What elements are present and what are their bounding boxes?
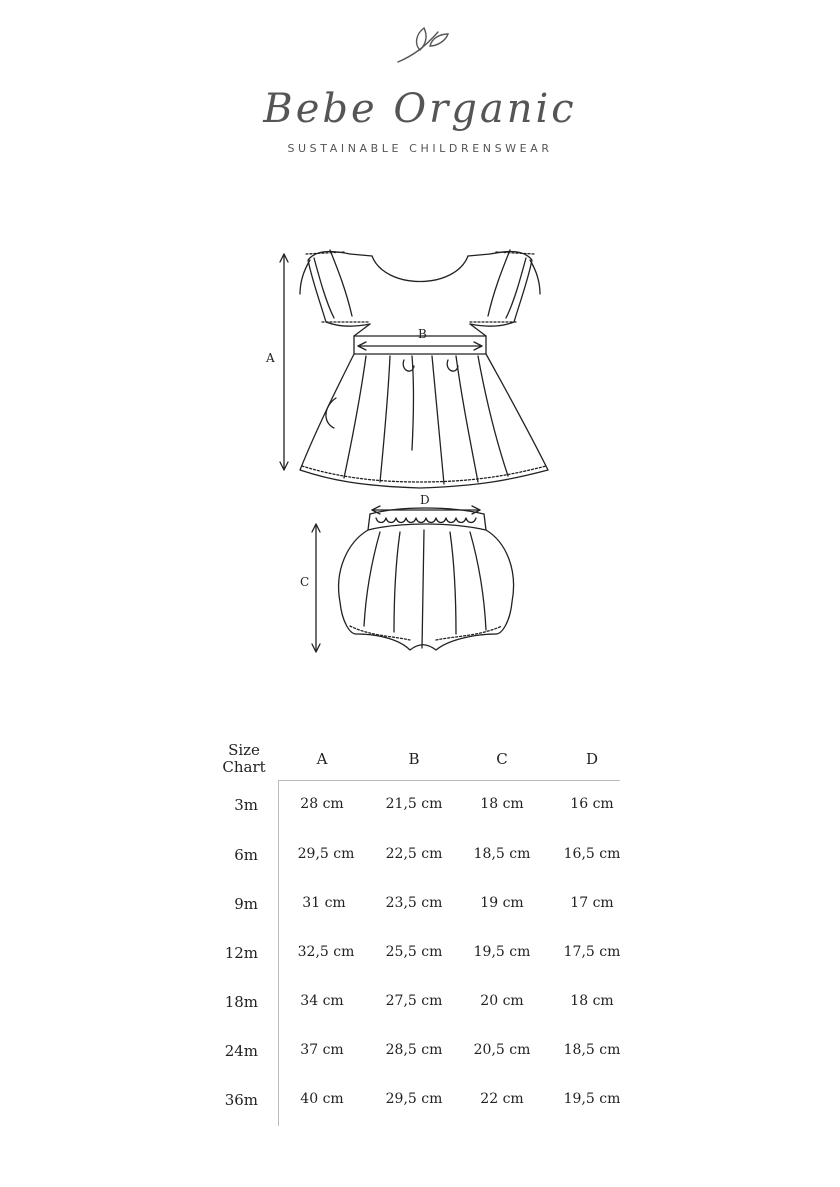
- table-cell: 18 cm: [570, 993, 614, 1009]
- table-cell: 19 cm: [480, 895, 524, 911]
- column-header-a: A: [316, 750, 328, 768]
- table-row: [0, 1091, 840, 1115]
- table-cell: 37 cm: [300, 1042, 344, 1058]
- table-cell: 17 cm: [570, 895, 614, 911]
- table-cell: 40 cm: [300, 1091, 344, 1107]
- size-chart-table: [0, 730, 840, 1150]
- column-header-d: D: [585, 750, 599, 768]
- column-header-b: B: [408, 750, 420, 768]
- table-cell: 16,5 cm: [563, 846, 621, 862]
- size-chart-title: [216, 742, 272, 776]
- table-cell: 17,5 cm: [563, 944, 621, 960]
- table-row: [0, 944, 840, 968]
- garment-diagram: [0, 230, 840, 670]
- table-cell: 28,5 cm: [385, 1042, 443, 1058]
- table-row: [0, 796, 840, 820]
- table-cell: 23,5 cm: [385, 895, 443, 911]
- column-header-c: C: [496, 750, 508, 768]
- header-divider: [278, 780, 620, 781]
- table-cell: 19,5 cm: [563, 1091, 621, 1107]
- dimension-label-c: C: [300, 575, 310, 589]
- table-cell: 25,5 cm: [385, 944, 443, 960]
- table-cell: 29,5 cm: [385, 1091, 443, 1107]
- bloomers-drawing: [339, 508, 514, 650]
- table-cell: 32,5 cm: [297, 944, 355, 960]
- brand-tagline: SUSTAINABLE CHILDRENSWEAR: [287, 142, 553, 155]
- table-row: [0, 895, 840, 919]
- table-cell: 18,5 cm: [473, 846, 531, 862]
- dress-drawing: [300, 250, 548, 488]
- table-cell: 31 cm: [302, 895, 346, 911]
- table-cell: 34 cm: [300, 993, 344, 1009]
- table-row: [0, 846, 840, 870]
- table-cell: 18,5 cm: [563, 1042, 621, 1058]
- row-size-label: 12m: [224, 944, 258, 962]
- brand-logo: [0, 20, 840, 170]
- row-size-label: 9m: [234, 895, 258, 913]
- table-cell: 27,5 cm: [385, 993, 443, 1009]
- row-size-label: 36m: [224, 1091, 258, 1109]
- row-size-label: 6m: [234, 846, 258, 864]
- leaf-sprig-icon: [0, 20, 840, 90]
- table-cell: 21,5 cm: [385, 796, 443, 812]
- size-chart-title-line1: Size: [228, 741, 260, 759]
- dimension-label-a: A: [266, 351, 275, 365]
- table-row: [0, 1042, 840, 1066]
- table-cell: 20 cm: [480, 993, 524, 1009]
- table-cell: 29,5 cm: [297, 846, 355, 862]
- dimension-label-b: B: [418, 327, 427, 341]
- table-cell: 22 cm: [480, 1091, 524, 1107]
- row-size-label: 18m: [224, 993, 258, 1011]
- size-chart-title-line2: Chart: [222, 758, 266, 776]
- table-row: [0, 993, 840, 1017]
- brand-name: Bebe Organic: [263, 86, 577, 132]
- table-cell: 16 cm: [570, 796, 614, 812]
- table-cell: 22,5 cm: [385, 846, 443, 862]
- table-cell: 19,5 cm: [473, 944, 531, 960]
- dimension-lines: [280, 254, 482, 652]
- table-cell: 20,5 cm: [473, 1042, 531, 1058]
- dimension-label-d: D: [420, 493, 430, 507]
- table-cell: 28 cm: [300, 796, 344, 812]
- row-size-label: 3m: [234, 796, 258, 814]
- table-cell: 18 cm: [480, 796, 524, 812]
- row-size-label: 24m: [224, 1042, 258, 1060]
